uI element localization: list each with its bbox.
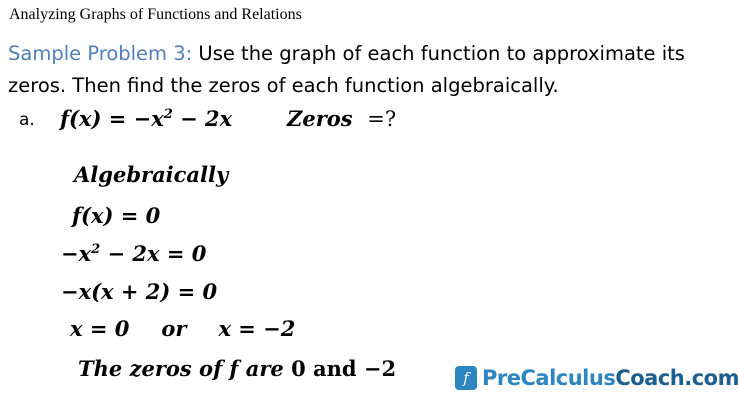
function-lhs: f(x) = −x [60, 106, 164, 131]
step-4-or: or [161, 316, 187, 341]
solution-heading: Algebraically [74, 162, 229, 187]
brand-logo [455, 366, 739, 390]
solution-step-2 [61, 241, 206, 266]
brand-part-3: Coach.com [615, 366, 739, 390]
conclusion-text: The zeros of f are [78, 356, 292, 381]
step-2-lhs: −x [61, 241, 92, 266]
brand-part-2: Calculus [520, 366, 616, 390]
zeros-word: Zeros [287, 106, 353, 131]
function-exponent: 2 [163, 107, 173, 122]
conclusion-values: 0 and −2 [291, 356, 397, 381]
solution-step-1: f(x) = 0 [72, 203, 161, 228]
problem-statement [8, 38, 714, 102]
problem-text-line-2: zeros. Then find the zeros of each function algebraically. [8, 74, 559, 97]
function-logo-icon: f [455, 366, 477, 390]
brand-wordmark [482, 366, 739, 390]
problem-label: Sample Problem 3: [8, 42, 193, 65]
function-rhs: − 2x [172, 106, 233, 131]
solution-step-3: −x(x + 2) = 0 [61, 279, 218, 304]
solution-conclusion [78, 356, 396, 381]
step-2-exponent: 2 [91, 242, 101, 257]
brand-part-1: Pre [482, 366, 521, 390]
zeros-prompt [287, 106, 396, 131]
step-2-rhs: − 2x = 0 [100, 241, 207, 266]
zeros-question: =? [367, 107, 397, 131]
step-4-right: x = −2 [218, 316, 296, 341]
step-4-left: x = 0 [70, 316, 130, 341]
slide-title: Analyzing Graphs of Functions and Relations [9, 6, 302, 23]
solution-step-4 [70, 316, 295, 341]
function-equation [60, 106, 232, 131]
part-label: a. [19, 110, 35, 130]
problem-text-line-1: Use the graph of each function to approximate its [192, 42, 685, 65]
